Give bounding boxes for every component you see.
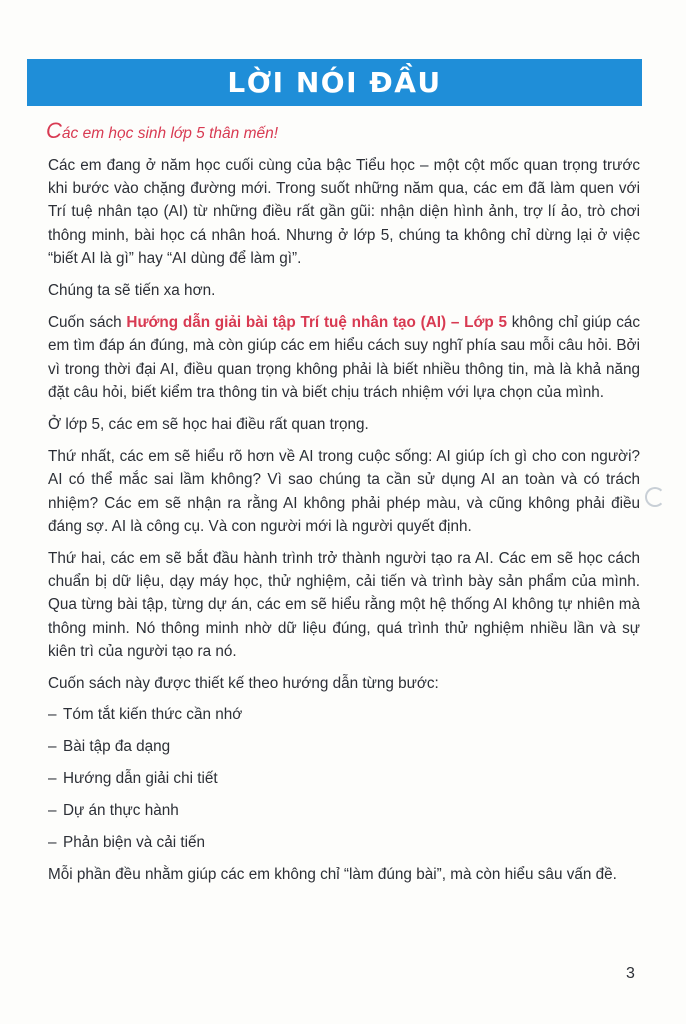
list-item — [48, 735, 640, 758]
list-dash: – — [48, 834, 57, 852]
steps-list — [48, 703, 640, 854]
paragraph-3-rest: không chỉ giúp các em tìm đáp án đúng, mà còn giúp các em hiểu cách suy nghĩ phía sau mỗi câu hỏi. Bởi vì trong thời đại AI, điều quan trọng không phải là biết nhiều thông tin, mà là khả năng đặt câu hỏi, biết kiểm tra thông tin và biết chịu trách nhiệm với lựa chọn của mình. — [48, 314, 640, 401]
list-item-text: Dự án thực hành — [63, 802, 179, 820]
list-dash: – — [48, 770, 57, 788]
list-item-text: Phản biện và cải tiến — [63, 834, 206, 852]
paragraph-6: Thứ hai, các em sẽ bắt đầu hành trình trở thành người tạo ra AI. Các em sẽ học cách chuẩn bị dữ liệu, dạy máy học, thử nghiệm, cải tiến và trình bày sản phẩm của mình. Qua từng bài tập, từng dự án, các em sẽ hiểu rằng một hệ thống AI không tự nhiên mà thông minh. Nó thông minh nhờ dữ liệu đúng, quá trình thử nghiệm nhiều lần và sự kiên trì của người tạo ra nó. — [48, 550, 640, 660]
paragraph-5: Thứ nhất, các em sẽ hiểu rõ hơn về AI trong cuộc sống: AI giúp ích gì cho con người? AI có thể mắc sai lầm không? Vì sao chúng ta cần sử dụng AI an toàn và có trách nhiệm? Các em sẽ nhận ra rằng AI không phải phép màu, và cũng không phải điều đáng sợ. AI là công cụ. Và con người mới là người quyết định. — [48, 448, 640, 535]
title-banner — [27, 59, 642, 106]
list-item-text: Tóm tắt kiến thức cần nhớ — [63, 706, 243, 724]
list-item — [48, 703, 640, 726]
paragraph-3 — [48, 311, 640, 404]
paragraph-7: Cuốn sách này được thiết kế theo hướng dẫn từng bước: — [48, 675, 439, 693]
paragraph-8: Mỗi phần đều nhằm giúp các em không chỉ “làm đúng bài”, mà còn hiểu sâu vấn đề. — [48, 866, 617, 884]
list-item-text: Bài tập đa dạng — [63, 738, 171, 756]
greeting-initial: C — [46, 118, 62, 143]
page-number: 3 — [626, 965, 635, 982]
paragraph-2: Chúng ta sẽ tiến xa hơn. — [48, 282, 216, 300]
list-item-text: Hướng dẫn giải chi tiết — [63, 770, 218, 788]
list-item — [48, 799, 640, 822]
list-dash: – — [48, 802, 57, 820]
list-dash: – — [48, 738, 57, 756]
paragraph-1: Các em đang ở năm học cuối cùng của bậc Tiểu học – một cột mốc quan trọng trước khi bước vào chặng đường mới. Trong suốt những năm qua, các em đã làm quen với Trí tuệ nhân tạo (AI) từ những điều rất gần gũi: nhận diện hình ảnh, trợ lí ảo, trò chơi thông minh, bài học cá nhân hoá. Nhưng ở lớp 5, chúng ta không chỉ dừng lại ở việc “biết AI là gì” hay “AI dùng để làm gì”. — [48, 157, 640, 267]
preface-content — [48, 120, 640, 886]
greeting-text: ác em học sinh lớp 5 thân mến! — [61, 125, 279, 142]
greeting-line — [46, 120, 640, 145]
book-title-highlight: Hướng dẫn giải bài tập Trí tuệ nhân tạo (AI) – Lớp 5 — [126, 314, 507, 332]
list-dash: – — [48, 706, 57, 724]
list-item — [48, 767, 640, 790]
page-title: LỜI NÓI ĐẦU — [227, 66, 442, 99]
page-edge-mark — [645, 487, 665, 507]
paragraph-4: Ở lớp 5, các em sẽ học hai điều rất quan trọng. — [48, 416, 369, 434]
paragraph-3-lead: Cuốn sách — [48, 314, 127, 332]
list-item — [48, 831, 640, 854]
